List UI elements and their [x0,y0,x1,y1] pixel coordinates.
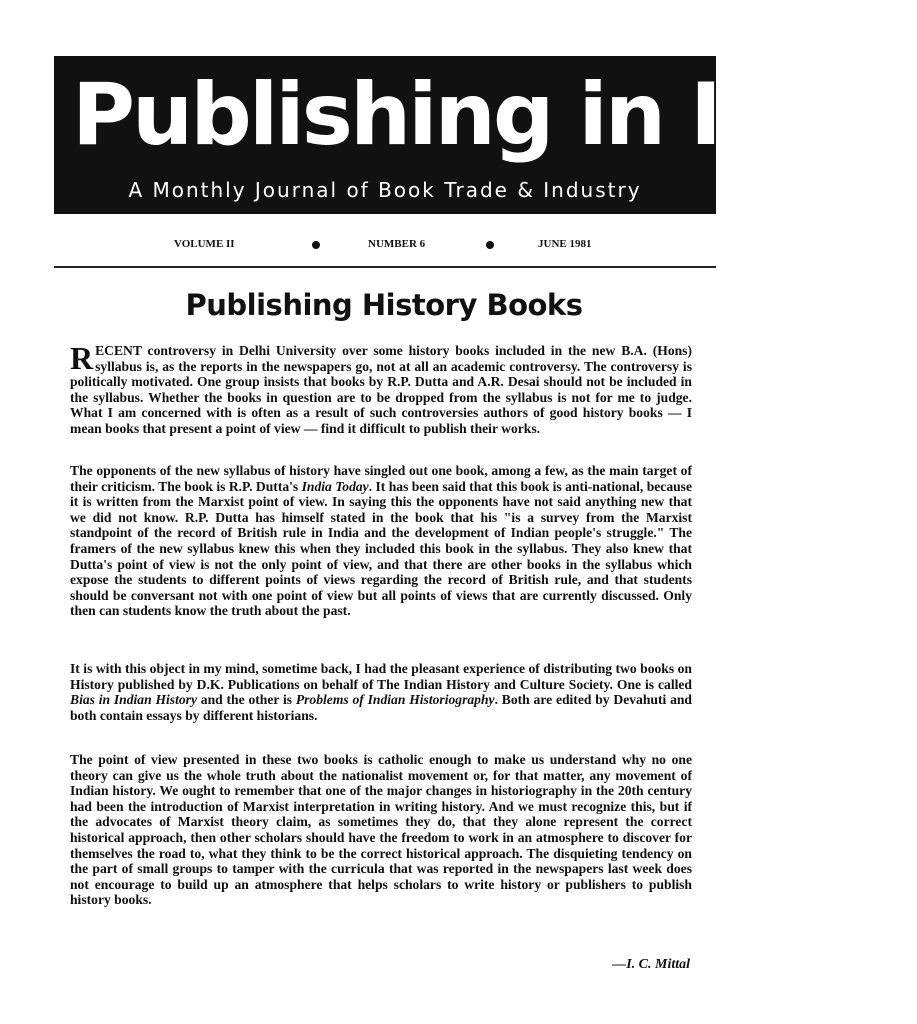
paragraph-3 [70,661,692,723]
paragraph-1-text: ECENT controversy in Delhi University over some history books included in the new B.A. (Hons) syllabus is, as the reports in the newspapers go, not at all an academic controversy. The controversy is politically motivated. One group insists that books by R.P. Dutta and A.R. Desai should not be included in the syllabus. Whether the books in question are to be dropped from the syllabus is not for me to judge. What I am concerned with is often as a result of such controversies authors of good history books — I mean books that present a point of view — find it difficult to publish their works. [70,343,692,436]
journal-subtitle: A Monthly Journal of Book Trade & Industry [128,178,642,202]
bullet-icon [312,241,320,249]
drop-cap: R [70,340,94,376]
book-title-problems: Problems of Indian Historiography [295,692,495,708]
book-title-bias: Bias in Indian History [70,692,197,708]
paragraph-1 [70,340,692,437]
issue-info [0,236,768,256]
paragraph-2-text-b: . It has been said that this book is anti-national, because it is written from the Marxist point of view. In saying this the opponents have not said anything new that we did not know. R.P. Dutta has himself stated in the book that his "is a survey from the Marxist standpoint of the record of British rule in India and the development of Indian people's struggle." The framers of the new syllabus knew this when they included this book in the syllabus. They also knew that Dutta's point of view is not the only point of view, and that there are other books in the syllabus which expose the students to different points of views regarding the record of British rule, and that students should be conversant not with one point of view but all points of views that are currently discussed. Only then can students know the truth about the past. [70,478,693,619]
paragraph-3-text-c: . Both are edited by Devahuti and both contain essays by different historians. [70,692,692,723]
paragraph-2-text-a: The opponents of the new syllabus of history have singled out one book, among a few, as the main target of their criticism. The book is R.P. Dutta's [70,463,692,494]
bullet-icon [486,241,494,249]
masthead [54,56,917,214]
number-label: NUMBER 6 [368,238,426,250]
paragraph-3-text-b: and the other is [197,692,296,708]
journal-title: Publishing in India [72,65,917,165]
volume-label: VOLUME II [174,238,235,250]
author-signature: —I. C. Mittal [612,957,690,972]
article-headline: Publishing History Books [185,288,583,322]
book-title-india-today: India Today [301,478,369,494]
paragraph-3-text-a: It is with this object in my mind, sometime back, I had the pleasant experience of distributing two books on History published by D.K. Publications on behalf of The Indian History and Culture Society. One is called [70,661,692,692]
date-label: JUNE 1981 [538,238,592,250]
paragraph-2 [70,463,692,619]
divider [54,266,716,268]
paragraph-4: The point of view presented in these two books is catholic enough to make us understand why no one theory can give us the whole truth about the nationalist movement or, for that matter, any movement of Indian history. We ought to remember that one of the major changes in historiography in the 20th century had been the introduction of Marxist interpretation in writing history. And we must recognize this, but if the advocates of Marxist theory claim, as sometimes they do, that they alone represent the correct historical approach, then other scholars should have the freedom to work in an atmosphere to discover for themselves the road to, what they think to be the correct historical approach. The disquieting tendency on the part of small groups to tamper with the curricula that was reported in the newspapers last week does not encourage to build up an atmosphere that helps scholars to write history or publishers to publish history books. [70,752,692,908]
